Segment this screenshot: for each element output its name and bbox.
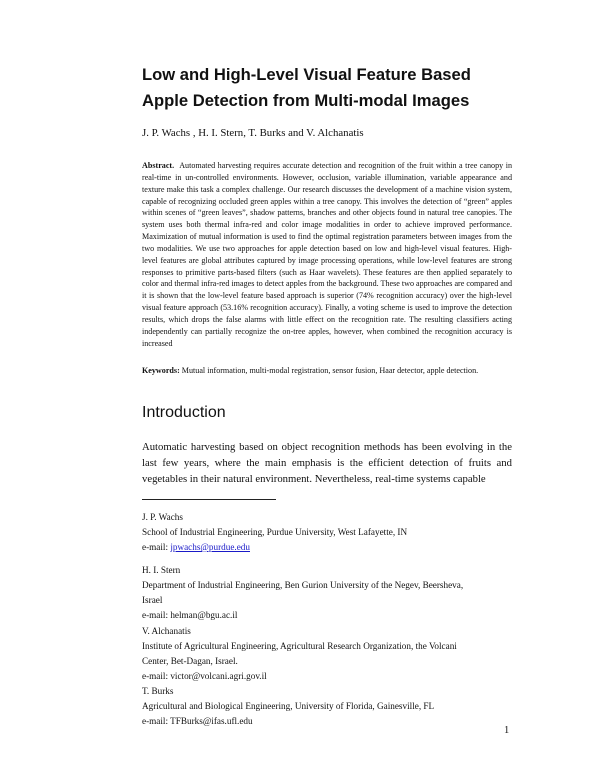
affiliation-stern (142, 563, 522, 623)
introduction-paragraph: Automatic harvesting based on object recognition methods has been evolving in the last few years, where the main emphasis is the efficient detection of fruits and vegetables in their natural environment. Nevertheless, real-time systems capable (142, 441, 512, 486)
affiliation-name: V. Alchanatis (142, 626, 191, 636)
affiliation-department: Institute of Agricultural Engineering, Agricultural Research Organization, the Volcani (142, 641, 457, 651)
affiliation-department: Agricultural and Biological Engineering, University of Florida, Gainesville, FL (142, 701, 435, 711)
affiliation-email: e-mail: victor@volcani.agri.gov.il (142, 671, 267, 681)
keywords-text: Mutual information, multi-modal registration, sensor fusion, Haar detector, apple detection. (181, 366, 479, 375)
affiliation-email: e-mail: TFBurks@ifas.ufl.edu (142, 716, 253, 726)
affiliation-name: H. I. Stern (142, 565, 181, 575)
affiliation-name: J. P. Wachs (142, 512, 183, 522)
author-list: J. P. Wachs , H. I. Stern, T. Burks and V. Alchanatis (142, 127, 364, 139)
abstract-label: Abstract. (142, 161, 175, 170)
keywords (142, 365, 512, 377)
page-number: 1 (504, 725, 510, 736)
paper-title (142, 62, 562, 114)
footnote-divider (142, 499, 276, 500)
affiliation-email (142, 540, 522, 555)
affiliation-department: Department of Industrial Engineering, Ben Gurion University of the Negev, Beersheva, (142, 580, 464, 590)
keywords-label: Keywords: (142, 366, 180, 375)
affiliation-wachs (142, 510, 522, 555)
email-label: e-mail: (142, 542, 171, 552)
affiliation-burks (142, 684, 522, 729)
title-line-2: Apple Detection from Multi-modal Images (142, 91, 470, 110)
affiliation-name: T. Burks (142, 686, 174, 696)
affiliation-email: e-mail: helman@bgu.ac.il (142, 610, 238, 620)
affiliation-alchanatis (142, 624, 522, 684)
affiliation-department-cont: Israel (142, 595, 163, 605)
abstract (142, 160, 512, 350)
title-line-1: Low and High-Level Visual Feature Based (142, 65, 471, 84)
affiliation-department-cont: Center, Bet-Dagan, Israel. (142, 656, 238, 666)
email-link[interactable]: jpwachs@purdue.edu (170, 542, 250, 552)
abstract-text: Automated harvesting requires accurate detection and recognition of the fruit within a tree canopy in real-time in un-controlled environments. However, occlusion, variable illumination, variable appearance and texture make this task a complex challenge. Our research discusses the development of a machine vision system, capable of recognizing occluded green apples within a tree canopy. This involves the detection of “green” apples within scenes of “green leaves”, shadow patterns, branches and other objects found in natural tree canopies. The system uses both thermal infra-red and color image modalities in order to achieve improved performance. Maximization of mutual information is used to find the optimal registration parameters between images from the two modalities. We use two approaches for apple detection based on low and high-level visual features. High-level features are global attributes captured by image processing operations, while low-level features are strong responses to primitive parts-based filters (such as Haar wavelets). These features are then applied separately to color and thermal infra-red images to detect apples from the background. These two approaches are compared and it is shown that the low-level feature based approach is superior (74% recognition accuracy) over the high-level visual feature approach (53.16% recognition accuracy). Finally, a voting scheme is used to improve the detection results, which drops the false alarms with little effect on the recognition rate. The resulting classifiers acting independently can partially recognize the on-tree apples, however, when combined the recognition accuracy is increased (142, 161, 512, 348)
section-heading-introduction: Introduction (142, 404, 226, 421)
affiliation-department: School of Industrial Engineering, Purdue University, West Lafayette, IN (142, 527, 408, 537)
